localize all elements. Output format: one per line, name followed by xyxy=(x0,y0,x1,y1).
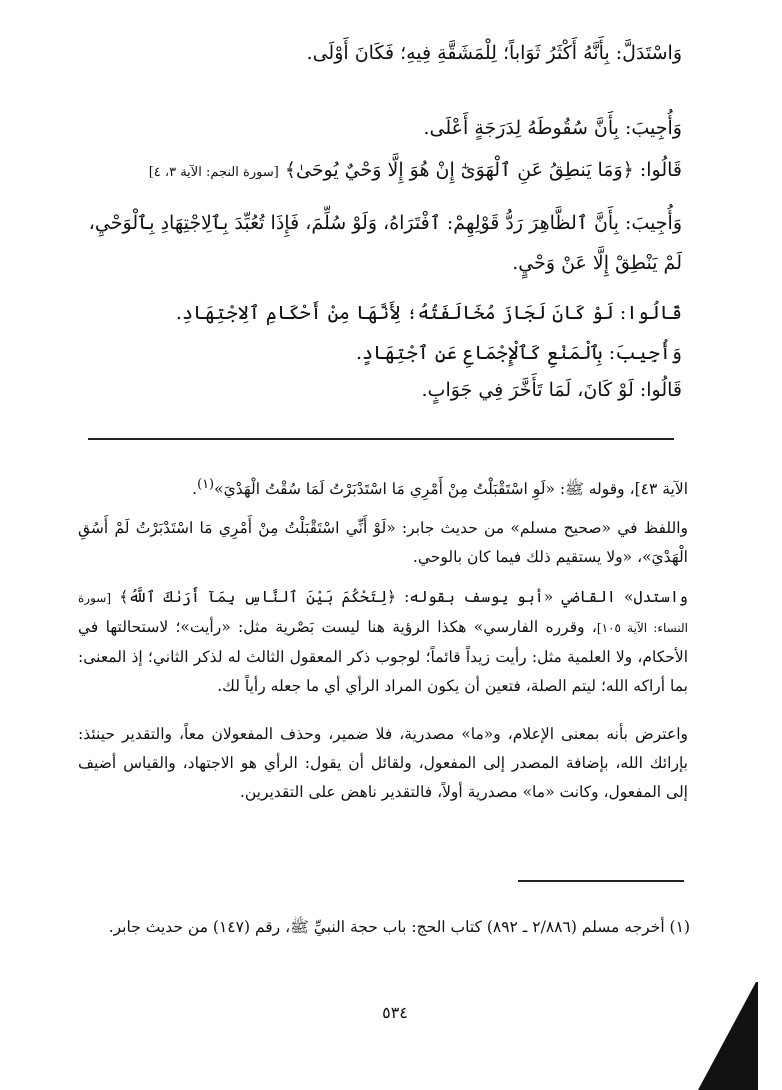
commentary-paragraph-2: واللفظ في «صحيح مسلم» من حديث جابر: «لَوْ أَنِّي اسْتَقْبَلْتُ مِنْ أَمْرِي مَا اسْتَدْبَرْتُ لَمْ أَسُقِ الْهَدْيَ»، «ولا يستقيم ذلك فيما كان بالوحي. xyxy=(78,519,688,566)
main-line-5: قَالُوا: لَوْ كَانَ لَجَازَ مُخَالَفَتُهُ؛ لِأَنَّهَا مِنْ أَحْكَامِ ٱلِاجْتِهَادِ. xyxy=(175,302,682,324)
section-divider xyxy=(88,438,674,440)
commentary-1-text: الآية ٤٣]، وقوله ﷺ: «لَوِ اسْتَقْبَلْتُ مِنْ أَمْرِي مَا اسْتَدْبَرْتُ لَمَا سُقْتُ الْهَدْيَ» xyxy=(214,480,688,499)
commentary-paragraph-3 xyxy=(78,583,688,701)
quran-reference: [سورة النجم: الآية ٣، ٤] xyxy=(148,165,279,180)
main-line-2: وَأُجِيبَ: بِأَنَّ سُقُوطَهُ لِدَرَجَةٍ أَعْلَى. xyxy=(423,117,682,139)
main-line-6: وَأُجِيبَ: بِٱلْمَنْعِ كَٱلْإِجْمَاعِ عَنِ ٱجْتِهَادٍ. xyxy=(355,342,682,364)
commentary-paragraph-4: واعترض بأنه بمعنى الإعلام، و«ما» مصدرية، فلا ضمير، وحذف المفعولان معاً، والتقدير حينئذ: بإرائك الله، بإضافة المصدر إلى المفعول، ولقائل أن يقول: الرأي هو الاجتهاد، والقياس أضيف إلى المفعول، وكانت «ما» مصدرية أولاً، فالتقدير ناهض على التقديرين. xyxy=(78,725,688,801)
footnote-1: (١) أخرجه مسلم (٢/٨٨٦ ـ ٨٩٢) كتاب الحج: باب حجة النبيِّ ﷺ، رقم (١٤٧) من حديث جابر. xyxy=(108,918,690,936)
commentary-1-end: . xyxy=(192,480,198,499)
page-number: ٥٣٤ xyxy=(382,1003,408,1022)
main-line-1: وَاسْتَدَلَّ: بِأَنَّهُ أَكْثَرُ ثَوَاباً؛ لِلْمَشَقَّةِ فِيهِ؛ فَكَانَ أَوْلَى. xyxy=(306,42,682,64)
main-line-3-text: قَالُوا: ﴿وَمَا يَنطِقُ عَنِ ٱلْهَوَىٰٓ إِنْ هُوَ إِلَّا وَحْيٌ يُوحَىٰ﴾ xyxy=(284,159,682,181)
footnote-separator xyxy=(518,880,684,882)
page-edge-shadow xyxy=(698,982,758,1090)
commentary-paragraph-1 xyxy=(78,470,688,504)
commentary-3-text-a: واستدل» القاضي «أبو يوسف بقوله: ﴿لِتَحْكُمَ بَيْنَ ٱلنَّاسِ بِمَآ أَرَىٰكَ ٱللَّهُ﴾ xyxy=(119,588,688,606)
quran-reference-nisa: [سورة النساء: الآية ١٠٥] xyxy=(78,591,688,635)
commentary-3-text-b: ، وقرره الفارسي» هكذا الرؤية هنا ليست بَصْرية مثل: «رأيت»؛ لاستحالتها في الأحكام، ولا العلمية مثل: رأيت زيداً قائماً؛ لوجوب ذكر المعقول الثالث له لذكر الثاني؛ إذ المعنى: بما أراكه الله؛ ليتم الصلة، فتعين أن يكون المراد الرأي أي ما جعله رأياً لك. xyxy=(78,618,688,695)
footnote-block xyxy=(78,912,690,942)
main-line-4: وَأُجِيبَ: بِأَنَّ ٱلظَّاهِرَ رَدُّ قَوْلِهِمْ: ٱفْتَرَاهُ، وَلَوْ سُلِّمَ، فَإِذَا تُعُبِّدَ بِٱلِاجْتِهَادِ بِٱلْوَحْيِ، لَمْ يَنْطِقْ إِلَّا عَنْ وَحْيٍ. xyxy=(88,212,682,274)
main-line-7: قَالُوا: لَوْ كَانَ، لَمَا تَأَخَّرَ فِي جَوَابٍ. xyxy=(421,379,682,401)
footnote-marker: (١) xyxy=(197,477,215,492)
main-line-3 xyxy=(82,157,682,186)
